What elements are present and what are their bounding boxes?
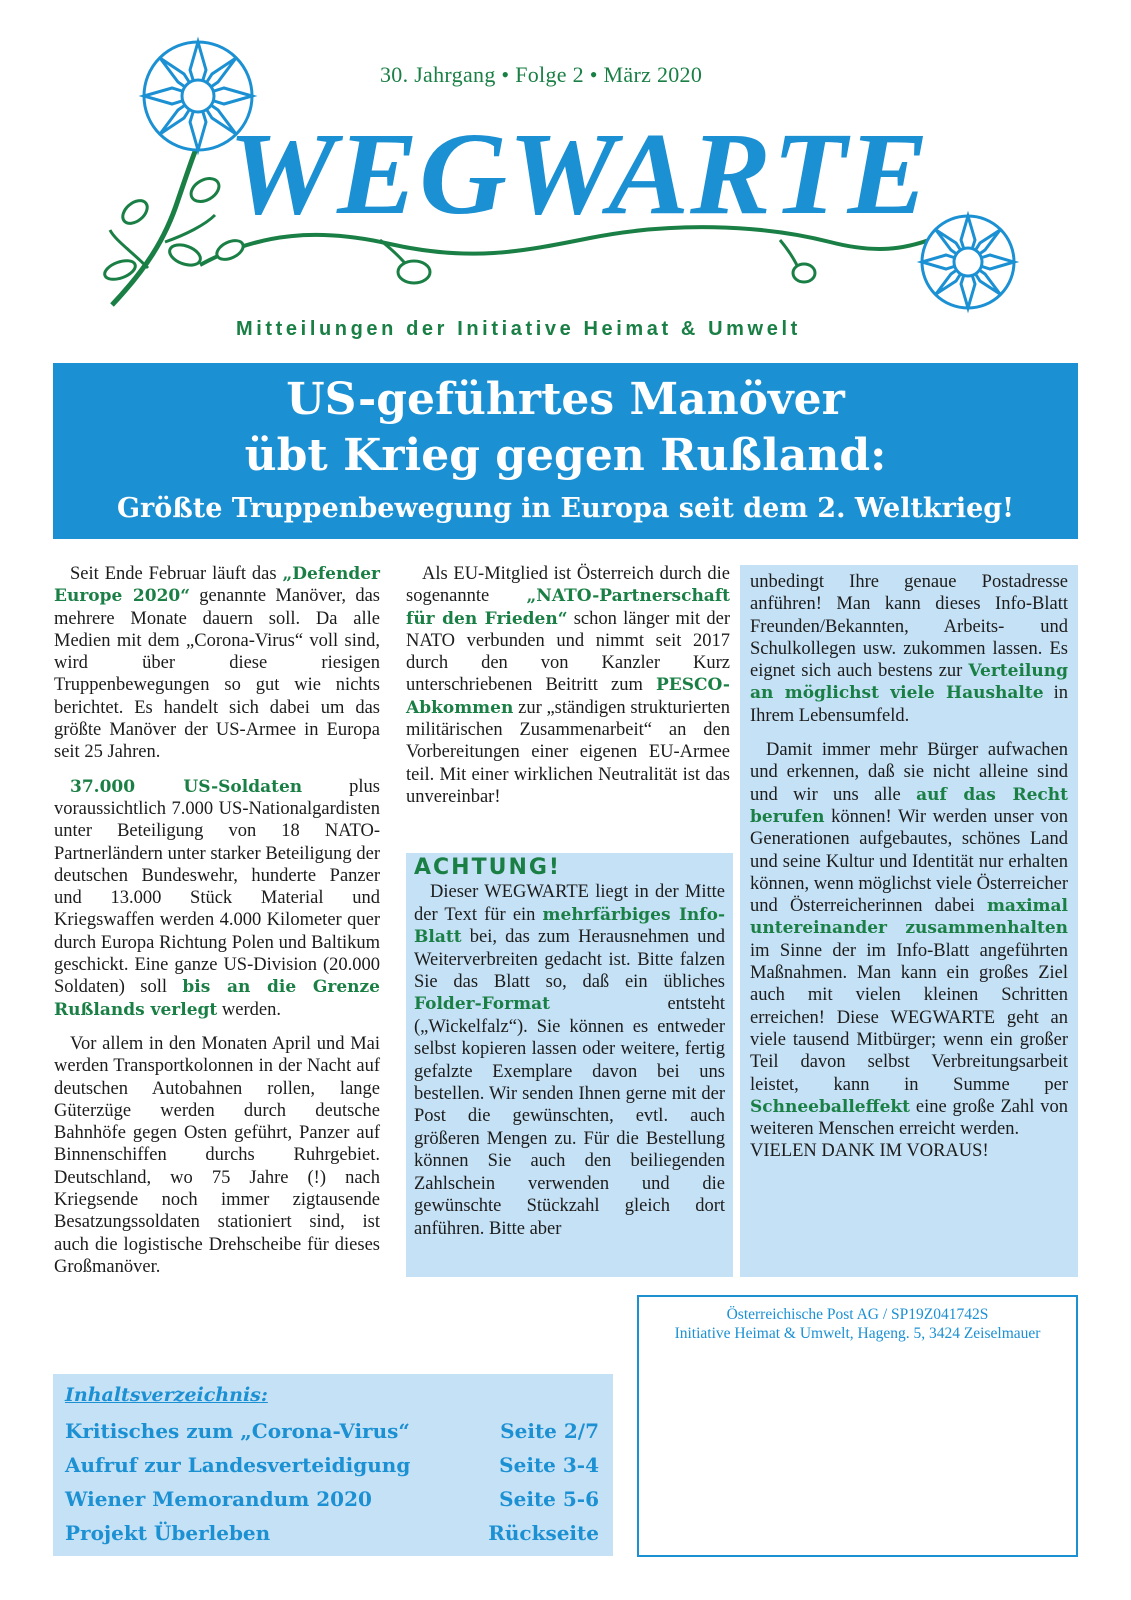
toc-item-page: Seite 3-4 [499, 1453, 599, 1477]
text: schon länger mit der NATO verbunden und nimmt seit 2017 durch den von Kanzler Kurz unterschriebenen Beitritt zum [406, 608, 730, 696]
toc-item [65, 1482, 601, 1516]
postal-line: Österreichische Post AG / SP19Z041742S [726, 1306, 989, 1323]
headline-line-1: US-geführtes Manöver [286, 374, 845, 425]
highlight: PESCO-Abkommen [406, 675, 730, 718]
text: entsteht („Wickelfalz“). Sie können es entweder selbst kopieren lassen oder weitere, fertig gefalzte Exemplare davon bei uns bestellen. Wir senden Ihnen gerne mit der Post die gewünschten, evtl. auch größeren Mengen zu. Für die Bestellung können Sie auch den beiliegenden Zahlschein verwenden und die gewünschte Stückzahl gleich dort anführen. Bitte aber [414, 994, 725, 1239]
highlight: „NATO-Partnerschaft für den Frieden“ [406, 586, 730, 629]
text: genannte Manöver, das mehrere Monate dauern soll. Da alle Medien mit dem „Corona-Virus“ voll sind, wird über diese riesigen Truppenbewegungen so gut wie nichts berichtet. Es handelt sich dabei um das größte Manöver der US-Armee in Europa seit 25 Jahren. [54, 586, 380, 763]
highlight: auf das Recht berufen [750, 784, 1068, 827]
notice-box [406, 853, 733, 1277]
highlight: „Defender Europe 2020“ [54, 564, 380, 607]
text: unbedingt Ihre genaue Postadresse anführen! Man kann dieses Info-Blatt Freunden/Bekannten, Arbeits- und Schulkollegen usw. zukommen lassen. Es eignet sich auch bestens zur [750, 572, 1068, 682]
headline-banner [53, 363, 1078, 539]
paragraph [750, 571, 1068, 727]
paragraph [54, 776, 380, 1021]
text: werden. [217, 999, 281, 1020]
highlight: 37.000 US-Soldaten [70, 776, 303, 797]
text: im Sinne der im Info-Blatt angeführten Maßnahmen. Man kann ein großes Ziel auch mit vielen kleinen Schritten erreichen! Diese WEGWARTE geht an viele tausend Mitbürger; wenn ein großer Teil davon selbst Verbreitungsarbeit leistet, kann in Summe per [750, 940, 1068, 1095]
toc-item-label: Projekt Überleben [65, 1521, 271, 1545]
text: in Ihrem Lebensumfeld. [750, 683, 1068, 726]
article-column-2 [406, 563, 730, 820]
masthead [0, 0, 1131, 350]
issue-line: 30. Jahrgang • Folge 2 • März 2020 [380, 62, 703, 87]
text: bei, das zum Herausnehmen und Weiterverbreiten gedacht ist. Bitte falzen Sie das Blatt so, daß ein übliches [414, 927, 725, 993]
text: Dieser WEGWARTE liegt in der Mitte der Text für ein [414, 882, 725, 925]
text: können! Wir werden unser von Generationen aufgebautes, schönes Land und seine Kultur und Identität nur erhalten können, wenn möglichst viele Österreicher und Österreicherinnen dabei [750, 806, 1068, 917]
text: eine große Zahl von weiteren Menschen erreicht werden. [750, 1096, 1068, 1140]
paragraph: Vor allem in den Monaten April und Mai werden Transportkolonnen in der Nacht auf deutschen Autobahnen rollen, lange Güterzüge werden durch deutsche Bahnhöfe gegen Osten geführt, Panzer auf Binnenschiffen durchs Ruhrgebiet. Deutschland, wo 75 Jahre (!) nach Kriegsende noch immer zigtausende Besatzungssoldaten stationiert sind, ist auch die logistische Drehscheibe für dieses Großmanöver. [54, 1033, 380, 1277]
highlight: Folder-Format [414, 994, 550, 1015]
paragraph [406, 563, 730, 808]
subheadline: Größte Truppenbewegung in Europa seit dem 2. Weltkrieg! [116, 493, 1015, 524]
highlight: Verteilung an möglichst viele Haushalte [750, 661, 1068, 704]
text: Damit immer mehr Bürger aufwachen und erkennen, daß sie nicht alleine sind und wir uns alle [750, 740, 1068, 805]
notice-title: ACHTUNG! [414, 855, 561, 880]
article-column-3 [740, 565, 1078, 1277]
paragraph [54, 563, 380, 764]
headline [53, 372, 1078, 484]
toc-item [65, 1516, 601, 1550]
paragraph [414, 881, 725, 1240]
highlight: mehrfärbiges Info-Blatt [414, 904, 725, 948]
toc-item-page: Rückseite [488, 1521, 599, 1545]
address-box [637, 1295, 1078, 1557]
highlight: maximal untereinander zusammenhalten [750, 896, 1068, 939]
highlight: Schneeballeffekt [750, 1096, 911, 1117]
toc-item-label: Wiener Memorandum 2020 [65, 1487, 372, 1511]
text: zur „ständigen strukturierten militärischen Zusammenarbeit“ an den Vorbereitungen einer eigenen EU-Armee teil. Mit einer wirklichen Neutralität ist das unvereinbar! [406, 697, 730, 807]
masthead-subtitle: Mitteilungen der Initiative Heimat & Umwelt [236, 318, 801, 340]
toc-item-page: Seite 2/7 [500, 1419, 599, 1443]
headline-line-2: übt Krieg gegen Rußland: [244, 430, 887, 481]
paragraph [750, 739, 1068, 1140]
toc-title: Inhaltsverzeichnis: [65, 1384, 268, 1406]
toc-item-label: Aufruf zur Landesverteidigung [65, 1453, 411, 1477]
closing-line: VIELEN DANK IM VORAUS! [750, 1141, 989, 1162]
text: Seit Ende Februar läuft das [70, 564, 283, 584]
highlight: bis an die Grenze Rußlands verlegt [54, 977, 381, 1020]
toc-item-page: Seite 5-6 [499, 1487, 599, 1511]
table-of-contents [53, 1374, 613, 1556]
toc-item [65, 1414, 601, 1448]
toc-item [65, 1448, 601, 1482]
sender-address: Initiative Heimat & Umwelt, Hageng. 5, 3424 Zeiselmauer [674, 1325, 1041, 1342]
toc-item-label: Kritisches zum „Corona-Virus“ [65, 1419, 410, 1443]
text: Als EU-Mitglied ist Österreich durch die sogenannte [406, 564, 730, 607]
newspaper-title: WEGWARTE [228, 108, 930, 239]
article-column-1 [54, 563, 380, 1290]
text: plus voraussichtlich 7.000 US-Nationalgardisten unter Beteiligung von 18 NATO-Partnerländern unter starker Beteiligung der deutschen Bundeswehr, hunderte Panzer und 13.000 Stück Material und Kriegswaffen werden 4.000 Kilometer quer durch Europa Richtung Polen und Baltikum geschickt. Eine ganze US-Division (20.000 Soldaten) soll [54, 776, 381, 998]
